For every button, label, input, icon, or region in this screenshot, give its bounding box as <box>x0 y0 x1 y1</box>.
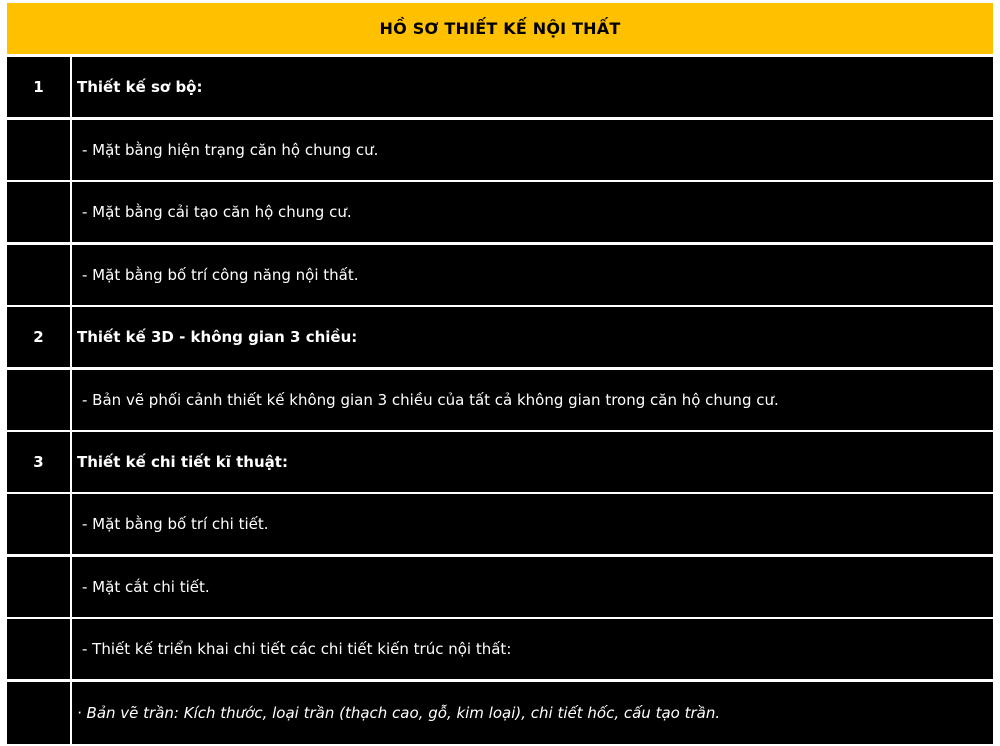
section-heading: Thiết kế chi tiết kĩ thuật: <box>77 453 288 471</box>
table-row <box>7 182 993 242</box>
table-row <box>7 494 993 554</box>
table-row <box>7 57 993 117</box>
table-row <box>7 370 993 430</box>
row-text: - Thiết kế triển khai chi tiết các chi tiết kiến trúc nội thất: <box>82 640 512 658</box>
row-number <box>7 557 70 617</box>
row-subitem-text: · Bản vẽ trần: Kích thước, loại trần (thạch cao, gỗ, kim loại), chi tiết hốc, cấu tạo trần. <box>77 704 721 722</box>
row-text: - Mặt bằng bố trí chi tiết. <box>82 515 269 533</box>
row-text: - Mặt bằng cải tạo căn hộ chung cư. <box>82 203 352 221</box>
section-heading: Thiết kế sơ bộ: <box>77 78 203 96</box>
table-row <box>7 619 993 679</box>
row-number <box>7 182 70 242</box>
row-number <box>7 370 70 430</box>
row-number: 2 <box>33 328 44 346</box>
column-divider <box>70 370 72 430</box>
table-row <box>7 432 993 492</box>
column-divider <box>70 619 72 679</box>
column-divider <box>70 432 72 492</box>
row-number <box>7 619 70 679</box>
column-divider <box>70 120 72 180</box>
table-title: HỒ SƠ THIẾT KẾ NỘI THẤT <box>7 3 993 54</box>
row-text: - Mặt cắt chi tiết. <box>82 578 210 596</box>
column-divider <box>70 182 72 242</box>
column-divider <box>70 307 72 367</box>
table-row <box>7 557 993 617</box>
column-divider <box>70 557 72 617</box>
row-number <box>7 682 70 744</box>
table-row <box>7 307 993 367</box>
row-number <box>7 120 70 180</box>
column-divider <box>70 245 72 305</box>
row-number: 1 <box>33 78 44 96</box>
table-row <box>7 245 993 305</box>
row-number: 3 <box>33 453 44 471</box>
table-row <box>7 120 993 180</box>
row-text: - Mặt bằng bố trí công năng nội thất. <box>82 266 359 284</box>
section-heading: Thiết kế 3D - không gian 3 chiều: <box>77 328 358 346</box>
row-text: - Bản vẽ phối cảnh thiết kế không gian 3 chiều của tất cả không gian trong căn hộ chung cư. <box>82 391 779 409</box>
column-divider <box>70 682 72 744</box>
column-divider <box>70 494 72 554</box>
row-number <box>7 494 70 554</box>
row-text: - Mặt bằng hiện trạng căn hộ chung cư. <box>82 141 379 159</box>
column-divider <box>70 57 72 117</box>
row-number <box>7 245 70 305</box>
table-row <box>7 682 993 744</box>
